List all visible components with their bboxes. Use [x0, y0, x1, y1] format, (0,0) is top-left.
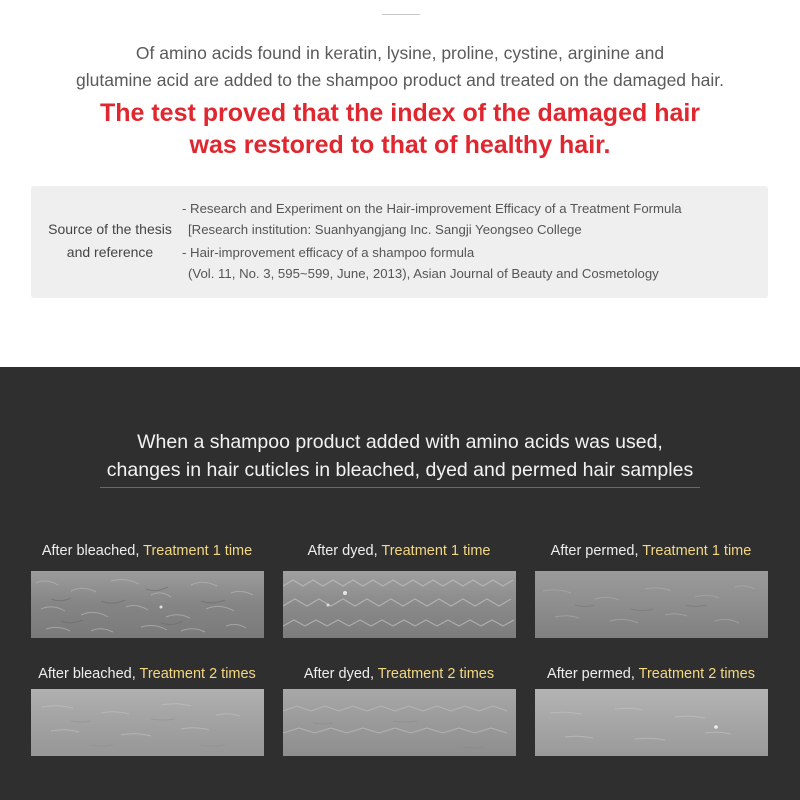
samples-section — [0, 367, 800, 800]
sample-image-permed-1 — [535, 571, 768, 638]
caption-bleached-2 — [14, 666, 280, 682]
sample-image-bleached-1 — [31, 571, 264, 638]
intro-text — [0, 40, 800, 94]
caption-dyed-2 — [266, 666, 532, 682]
top-section — [0, 0, 800, 367]
samples-title — [0, 428, 800, 484]
caption-treatment: Treatment 2 times — [139, 666, 256, 682]
sample-image-bleached-2 — [31, 689, 264, 756]
reference-item: (Vol. 11, No. 3, 595~599, June, 2013), Asian Journal of Beauty and Cosmetology — [188, 265, 659, 281]
top-divider — [382, 14, 420, 15]
sample-image-dyed-1 — [283, 571, 516, 638]
intro-line-2: glutamine acid are added to the shampoo product and treated on the damaged hair. — [76, 70, 724, 90]
intro-line-1: Of amino acids found in keratin, lysine, proline, cystine, arginine and — [135, 43, 665, 63]
caption-prefix: After permed, — [547, 666, 639, 682]
samples-title-line-1: When a shampoo product added with amino acids was used, — [137, 431, 663, 453]
caption-treatment: Treatment 1 time — [143, 543, 253, 559]
reference-label-line-1: Source of the thesis — [48, 221, 172, 237]
caption-prefix: After dyed, — [307, 543, 382, 559]
reference-label — [37, 218, 183, 264]
samples-title-line-2: changes in hair cuticles in bleached, dyed and permed hair samples — [106, 459, 694, 481]
sample-image-permed-2 — [535, 689, 768, 756]
headline — [0, 97, 800, 161]
caption-prefix: After dyed, — [303, 666, 378, 682]
caption-treatment: Treatment 2 times — [638, 666, 755, 682]
caption-permed-1 — [518, 543, 784, 559]
reference-item: [Research institution: Suanhyangjang Inc. Sangji Yeongseo College — [188, 221, 582, 237]
reference-list — [182, 199, 682, 284]
caption-prefix: After permed, — [550, 543, 643, 559]
caption-prefix: After bleached, — [38, 666, 140, 682]
headline-line-2: was restored to that of healthy hair. — [189, 131, 611, 159]
sample-image-dyed-2 — [283, 689, 516, 756]
caption-prefix: After bleached, — [41, 543, 144, 559]
reference-item: - Research and Experiment on the Hair-improvement Efficacy of a Treatment Formula — [182, 201, 682, 216]
caption-permed-2 — [518, 666, 784, 682]
reference-label-line-2: and reference — [66, 244, 154, 260]
caption-dyed-1 — [266, 543, 532, 559]
caption-bleached-1 — [14, 543, 280, 559]
title-underline — [100, 487, 700, 488]
reference-item: - Hair-improvement efficacy of a shampoo formula — [182, 245, 475, 260]
caption-treatment: Treatment 1 time — [642, 543, 752, 559]
caption-treatment: Treatment 1 time — [381, 543, 491, 559]
headline-line-1: The test proved that the index of the damaged hair — [99, 99, 701, 127]
reference-box — [31, 186, 768, 298]
caption-treatment: Treatment 2 times — [377, 666, 495, 682]
